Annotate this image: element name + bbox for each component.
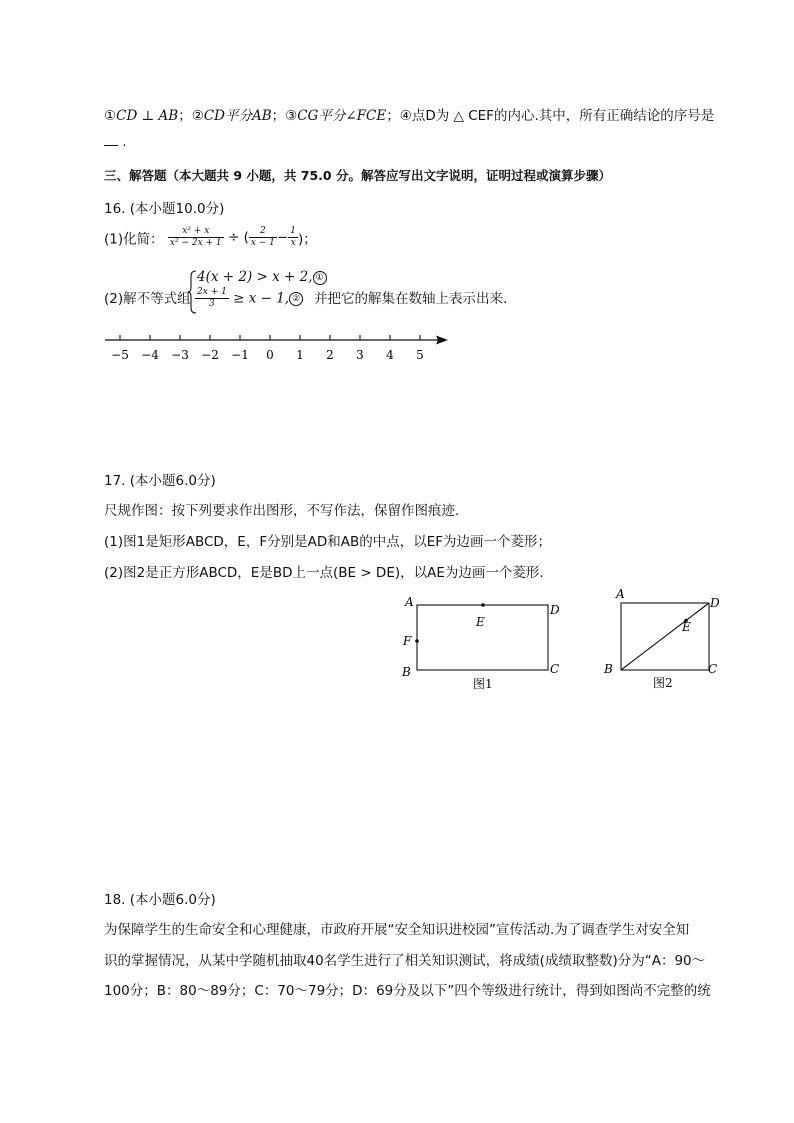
label-b: B bbox=[402, 665, 411, 679]
conclusion-4: 点D为 △ CEF的内心.其中，所有正确结论的序号是 bbox=[411, 108, 715, 124]
sep: ； bbox=[178, 108, 192, 124]
fraction-2 bbox=[249, 226, 277, 249]
conclusion-3: CG平分∠FCE bbox=[297, 108, 387, 124]
figure-1-rectangle bbox=[398, 590, 568, 695]
tick-label: −1 bbox=[231, 348, 249, 362]
q17-intro: 尺规作图：按下列要求作出图形，不写作法，保留作图痕迹. bbox=[104, 503, 460, 519]
conclusion-1: CD ⊥ AB bbox=[116, 108, 179, 124]
label-c: C bbox=[708, 662, 718, 676]
fraction-1-num: x² + x bbox=[168, 226, 224, 238]
q17-part1: (1)图1是矩形ABCD，E，F分别是AD和AB的中点，以EF为边画一个菱形； bbox=[104, 534, 552, 550]
inequality-2-text: ≥ x − 1, bbox=[233, 290, 290, 307]
q16-p2-tail: 并把它的解集在数轴上表示出来. bbox=[314, 291, 508, 307]
conclusions-line bbox=[104, 104, 714, 124]
figure-2-square bbox=[600, 585, 725, 695]
q16-p1-label: (1)化简： bbox=[104, 231, 164, 248]
period: . bbox=[122, 134, 127, 150]
minus-sign: − bbox=[276, 229, 289, 246]
fraction-3-num: 1 bbox=[290, 226, 296, 236]
fraction-1 bbox=[168, 226, 224, 249]
inequality-1-text: 4(x + 2) > x + 2, bbox=[197, 269, 313, 285]
label-e: E bbox=[682, 620, 691, 634]
label-d: D bbox=[550, 603, 560, 617]
inequality-2-den: 3 bbox=[209, 299, 215, 309]
circle-4: ④ bbox=[399, 108, 412, 124]
q16-p2-label: (2)解不等式组 bbox=[104, 291, 191, 307]
inequality-2-fraction bbox=[195, 287, 229, 310]
figure-2-caption: 图2 bbox=[653, 676, 673, 690]
inequality-2 bbox=[195, 287, 303, 310]
fraction-2-num: 2 bbox=[249, 226, 277, 238]
answer-blank bbox=[104, 135, 118, 146]
inequality-1 bbox=[197, 269, 327, 285]
fraction-3 bbox=[288, 226, 298, 249]
fraction-1-den: x² − 2x + 1 bbox=[169, 238, 222, 248]
fraction-3-den: x bbox=[290, 238, 296, 248]
fraction-2-den: x − 1 bbox=[250, 238, 275, 248]
mark-1: ① bbox=[313, 271, 327, 285]
tick-label: −4 bbox=[141, 348, 159, 362]
figure-1-caption: 图1 bbox=[473, 677, 493, 691]
circle-3: ③ bbox=[285, 108, 298, 124]
label-d: D bbox=[710, 596, 720, 610]
point-e bbox=[481, 603, 485, 607]
mark-2: ② bbox=[289, 292, 303, 306]
tick-label: −2 bbox=[201, 348, 219, 362]
point-f bbox=[415, 639, 419, 643]
section-heading: 三、解答题（本大题共 9 小题，共 75.0 分。解答应写出文字说明，证明过程或演算步骤） bbox=[104, 168, 611, 183]
conclusion-2: CD平分AB bbox=[203, 108, 272, 124]
tick-label: 1 bbox=[296, 348, 304, 362]
q18-line-1: 为保障学生的生命安全和心理健康，市政府开展“安全知识进校园”宣传活动.为了调查学生对安全知 bbox=[104, 922, 690, 938]
circle-2: ② bbox=[191, 108, 204, 124]
q16-part1 bbox=[104, 226, 317, 249]
tick-label: −3 bbox=[171, 348, 189, 362]
label-a: A bbox=[405, 595, 414, 609]
tick-label: 2 bbox=[326, 348, 334, 362]
answer-blank-line bbox=[104, 134, 127, 150]
q17-part2: (2)图2是正方形ABCD，E是BD上一点(BE > DE)，以AE为边画一个菱形. bbox=[104, 565, 544, 581]
label-e: E bbox=[476, 615, 485, 629]
diagonal-bd bbox=[621, 603, 709, 670]
label-c: C bbox=[550, 662, 560, 676]
q18-line-2: 识的掌握情况，从某中学随机抽取40名学生进行了相关知识测试，将成绩(成绩取整数)分为“A：90～ bbox=[104, 953, 706, 969]
sep: ； bbox=[271, 108, 286, 124]
tick-label: 0 bbox=[266, 348, 274, 362]
label-f: F bbox=[403, 634, 412, 648]
label-b: B bbox=[604, 662, 613, 676]
circle-1: ① bbox=[104, 108, 117, 124]
q17-header: 17. (本小题6.0分) bbox=[104, 473, 216, 489]
number-line bbox=[100, 328, 460, 368]
q18-line-3: 100分；B：80～89分；C：70～79分；D：69分及以下”四个等级进行统计，得到如图尚不完整的统 bbox=[104, 983, 711, 999]
divide-paren: ÷ ( bbox=[227, 229, 249, 246]
tick-group bbox=[111, 335, 424, 362]
q16-header: 16. (本小题10.0分) bbox=[104, 201, 225, 217]
label-a: A bbox=[616, 587, 625, 601]
inequality-2-num: 2x + 1 bbox=[197, 287, 227, 297]
tick-label: 5 bbox=[416, 348, 424, 362]
tick-label: −5 bbox=[111, 348, 129, 362]
tick-label: 3 bbox=[356, 348, 364, 362]
q18-header: 18. (本小题6.0分) bbox=[104, 892, 216, 908]
close-paren: )； bbox=[297, 231, 317, 248]
sep: ； bbox=[386, 108, 400, 124]
tick-label: 4 bbox=[386, 348, 394, 362]
